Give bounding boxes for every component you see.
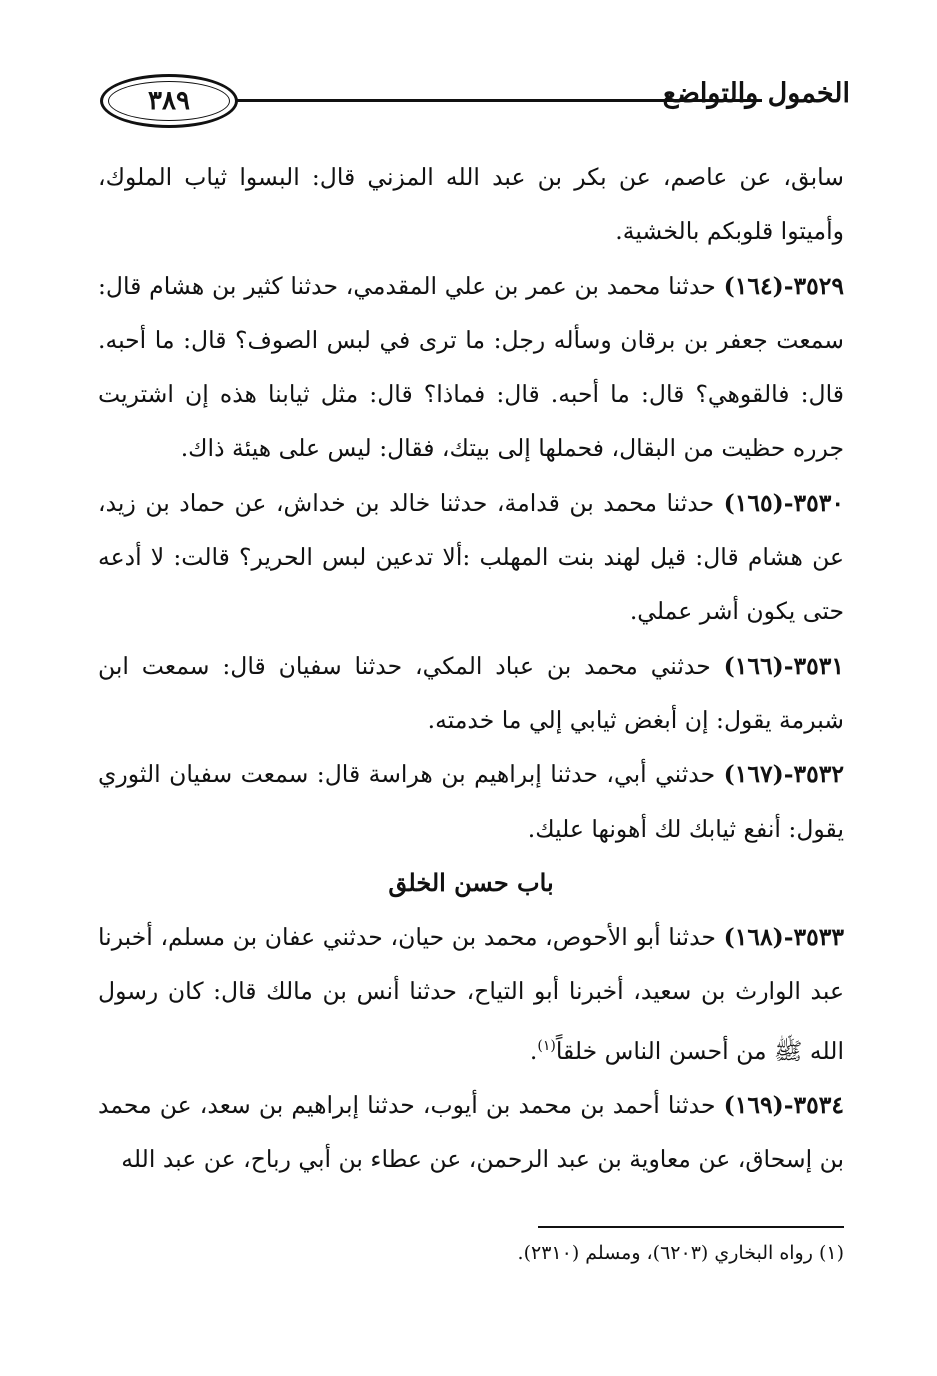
hadith-text: حدثني أبي، حدثنا إبراهيم بن هراسة قال: سمعت سفيان الثوري يقول: أنفع ثيابك لك أهونها عليك. <box>98 760 844 843</box>
hadith-text: حدثنا أحمد بن محمد بن أيوب، حدثنا إبراهيم بن سعد، عن محمد بن إسحاق، عن معاوية بن عبد الرحمن، عن عطاء بن أبي رباح، عن عبد الله <box>98 1090 844 1174</box>
hadith-text: حدثنا أبو الأحوص، محمد بن حيان، حدثني عفان بن مسلم، أخبرنا عبد الوارث بن سعيد، أخبرنا أبو التياح، حدثنا أنس بن مالك قال: كان رسول الله ﷺ من أحسن الناس خلقاً <box>98 923 844 1065</box>
body-text <box>98 150 844 1186</box>
hadith-paragraph <box>98 747 844 856</box>
hadith-number: ٣٥٣٢-(١٦٧) <box>723 760 844 789</box>
hadith-text: حدثنا محمد بن عمر بن علي المقدمي، حدثنا كثير بن هشام قال: سمعت جعفر بن برقان وسأله رجل: ما ترى في لبس الصوف؟ قال: ما أحبه. قال: فالقوهي؟ قال: ما أحبه. قال: فماذا؟ قال: مثل ثيابنا هذه إن اشتريت جرره حظيت من البقال، فحملها إلى بيتك، فقال: ليس على هيئة ذاك. <box>98 271 844 463</box>
paragraph-text: سابق، عن عاصم، عن بكر بن عبد الله المزني قال: البسوا ثياب الملوك، وأميتوا قلوبكم بالخشية. <box>98 163 844 246</box>
footnote: (١) رواه البخاري (٦٢٠٣)، ومسلم (٢٣١٠). <box>517 1242 844 1264</box>
page-header <box>100 70 850 132</box>
hadith-number: ٣٥٣٣-(١٦٨) <box>723 923 844 952</box>
hadith-text: حدثنا محمد بن قدامة، حدثنا خالد بن خداش، عن حماد بن زيد، عن هشام قال: قيل لهند بنت المهلب :ألا تدعين لبس الحرير؟ قالت: لا أدعه حتى يكون أشر عملي. <box>98 488 844 626</box>
footnote-rule <box>538 1226 844 1228</box>
hadith-paragraph <box>98 259 844 476</box>
hadith-paragraph <box>98 476 844 639</box>
page-number: ٣٨٩ <box>148 86 190 116</box>
hadith-text: حدثني محمد بن عباد المكي، حدثنا سفيان قال: سمعت ابن شبرمة يقول: إن أبغض ثيابي إلي ما خدمته. <box>98 651 844 734</box>
paragraph <box>98 150 844 259</box>
hadith-paragraph <box>98 910 844 1078</box>
hadith-number: ٣٥٢٩-(١٦٤) <box>723 271 844 300</box>
page-number-ornament <box>100 74 238 128</box>
hadith-paragraph <box>98 1078 844 1187</box>
hadith-number: ٣٥٣٤-(١٦٩) <box>723 1090 844 1119</box>
hadith-paragraph <box>98 639 844 748</box>
hadith-text-tail: . <box>529 1036 538 1065</box>
running-title: الخمول والتواضع <box>662 78 850 109</box>
footnote-reference[interactable]: (١) <box>537 1037 556 1054</box>
hadith-number: ٣٥٣١-(١٦٦) <box>723 651 844 680</box>
chapter-heading: باب حسن الخلق <box>388 867 554 897</box>
hadith-number: ٣٥٣٠-(١٦٥) <box>723 488 844 517</box>
